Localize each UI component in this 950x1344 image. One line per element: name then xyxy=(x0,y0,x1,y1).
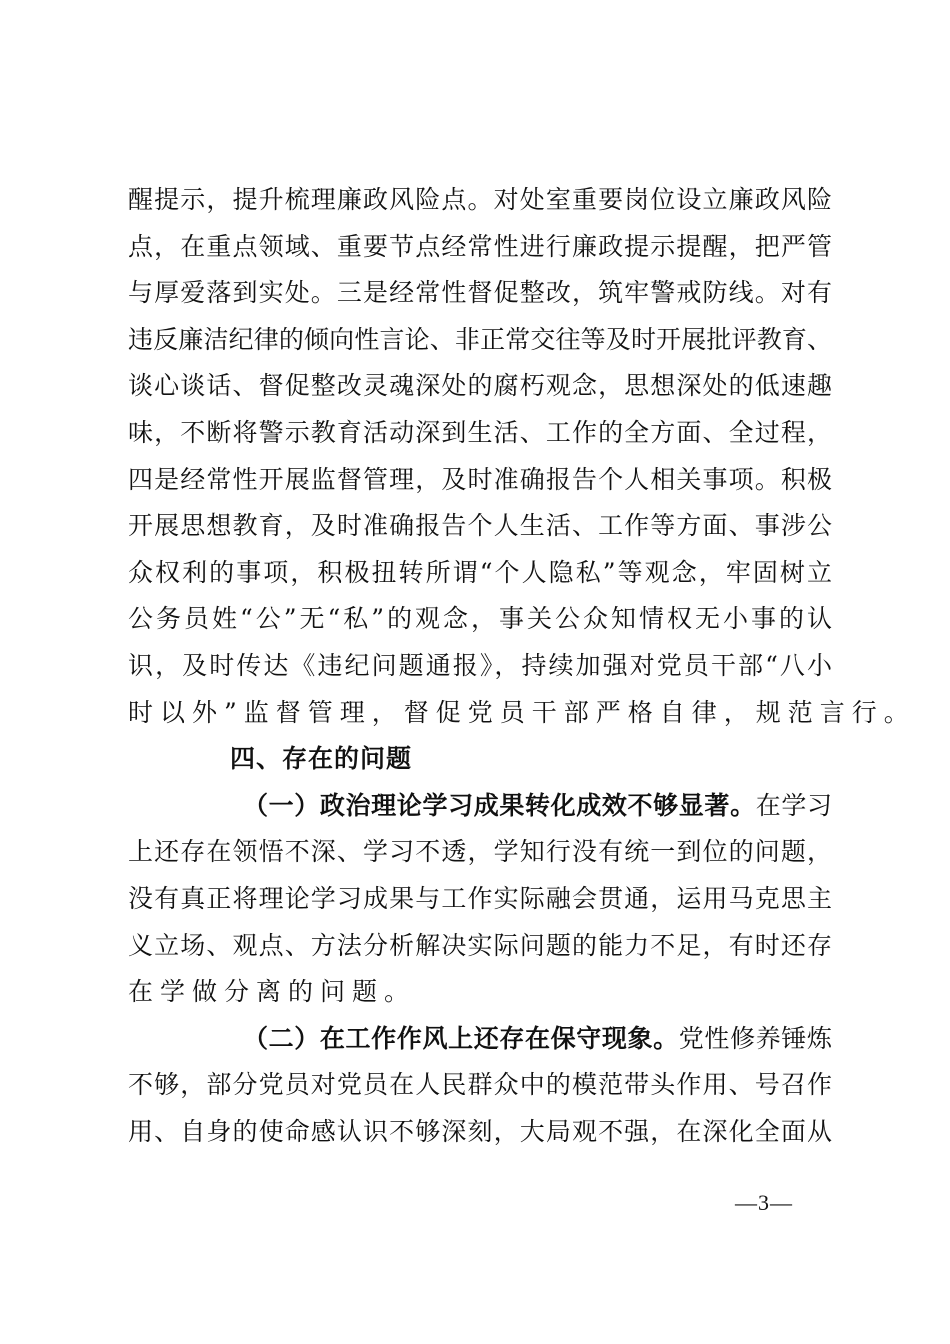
text-line: 没有真正将理论学习成果与工作实际融会贯通，运用马克思主 xyxy=(128,883,832,913)
problem-item-2 xyxy=(128,1016,832,1156)
item-text: 党性修养锤炼 xyxy=(678,1023,832,1053)
text-line: 在学做分离的问题。 xyxy=(128,977,417,1007)
text-line: 开展思想教育，及时准确报告个人生活、工作等方面、事涉公 xyxy=(128,511,832,541)
paragraph-supervision xyxy=(128,177,916,736)
item-title: （一）政治理论学习成果转化成效不够显著。 xyxy=(243,790,756,820)
page-number: —3— xyxy=(735,1190,793,1215)
item-text: 在学习 xyxy=(755,790,832,820)
section-heading: 四、存在的问题 xyxy=(230,744,413,774)
text-line: 不够，部分党员对党员在人民群众中的模范带头作用、号召作 xyxy=(128,1070,832,1100)
document-body xyxy=(128,177,916,1155)
item-first-line xyxy=(128,783,832,830)
text-line: 四是经常性开展监督管理，及时准确报告个人相关事项。积极 xyxy=(128,464,832,494)
item-first-line xyxy=(128,1016,832,1063)
text-line: 义立场、观点、方法分析解决实际问题的能力不足，有时还存 xyxy=(128,930,832,960)
problem-item-1 xyxy=(128,783,832,1016)
text-line: 点，在重点领域、重要节点经常性进行廉政提示提醒，把严管 xyxy=(128,231,832,261)
text-line: 用、自身的使命感认识不够深刻，大局观不强，在深化全面从 xyxy=(128,1116,832,1146)
text-line: 公务员姓“公”无“私”的观念，事关公众知情权无小事的认 xyxy=(128,604,832,634)
text-line: 识，及时传达《违纪问题通报》，持续加强对党员干部“八小 xyxy=(128,650,832,680)
text-line: 违反廉洁纪律的倾向性言论、非正常交往等及时开展批评教育、 xyxy=(128,324,832,354)
text-line: 上还存在领悟不深、学习不透，学知行没有统一到位的问题， xyxy=(128,837,832,867)
text-line: 时以外”监督管理，督促党员干部严格自律，规范言行。 xyxy=(128,697,916,727)
text-line: 谈心谈话、督促整改灵魂深处的腐朽观念，思想深处的低速趣 xyxy=(128,371,832,401)
text-line: 与厚爱落到实处。三是经常性督促整改，筑牢警戒防线。对有 xyxy=(128,278,832,308)
text-line: 味，不断将警示教育活动深到生活、工作的全方面、全过程， xyxy=(128,417,832,447)
item-title: （二）在工作作风上还存在保守现象。 xyxy=(243,1023,679,1053)
text-line: 众权利的事项，积极扭转所谓“个人隐私”等观念，牢固树立 xyxy=(128,557,832,587)
text-line: 醒提示，提升梳理廉政风险点。对处室重要岗位设立廉政风险 xyxy=(128,185,832,214)
